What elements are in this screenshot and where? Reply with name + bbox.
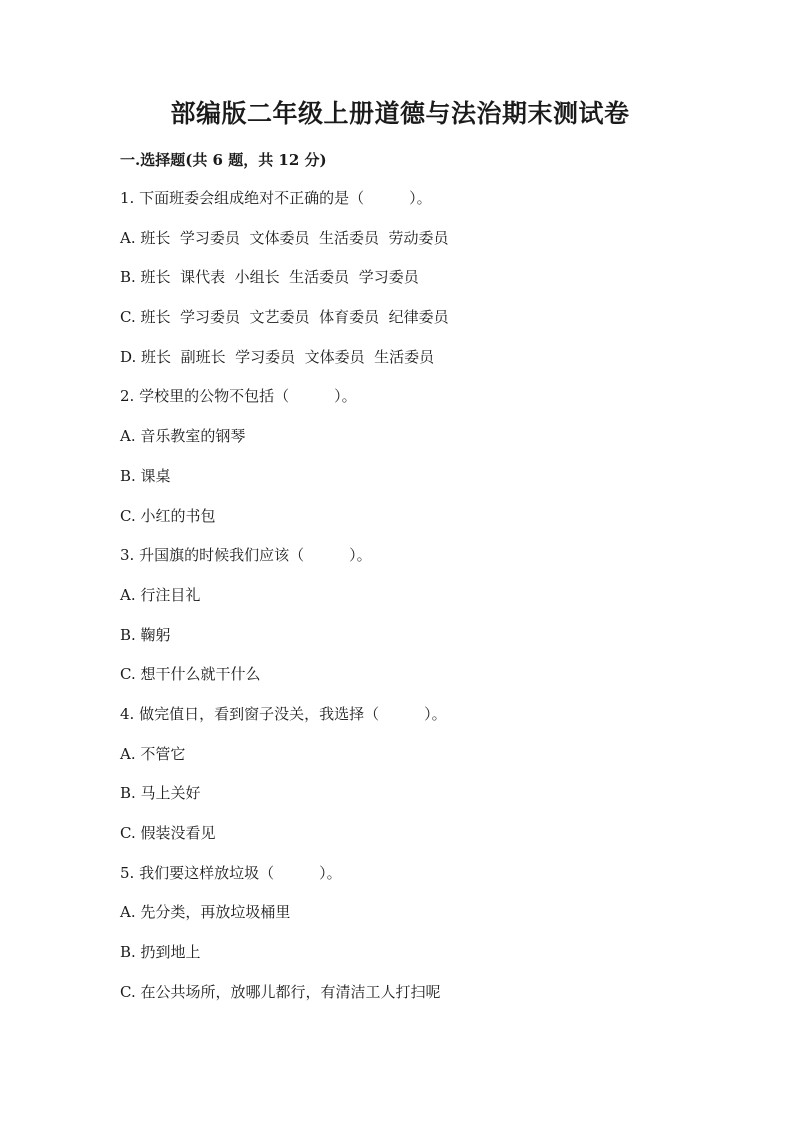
answer-option: A. 行注目礼 xyxy=(120,585,201,604)
answer-option: A. 音乐教室的钢琴 xyxy=(120,427,246,446)
question-stem: 3. 升国旗的时候我们应该（ ）。 xyxy=(120,546,372,565)
answer-option: B. 扔到地上 xyxy=(120,943,201,962)
question-stem: 5. 我们要这样放垃圾（ ）。 xyxy=(120,863,342,882)
answer-option: C. 班长 学习委员 文艺委员 体育委员 纪律委员 xyxy=(120,308,449,327)
question-stem: 2. 学校里的公物不包括（ ）。 xyxy=(120,387,357,406)
answer-option: A. 不管它 xyxy=(120,744,186,763)
answer-option: C. 想干什么就干什么 xyxy=(120,665,261,684)
answer-option: D. 班长 副班长 学习委员 文体委员 生活委员 xyxy=(120,347,435,366)
answer-option: C. 假装没看见 xyxy=(120,824,216,842)
question-list xyxy=(120,186,720,1019)
answer-option: C. 小红的书包 xyxy=(120,506,216,525)
answer-option: B. 马上关好 xyxy=(120,784,201,803)
answer-option: B. 班长 课代表 小组长 生活委员 学习委员 xyxy=(120,268,419,287)
answer-option: A. 班长 学习委员 文体委员 生活委员 劳动委员 xyxy=(120,228,449,247)
answer-option: A. 先分类，再放垃圾桶里 xyxy=(120,903,291,922)
answer-option: B. 鞠躬 xyxy=(120,625,171,644)
section-heading: 一.选择题(共 6 题，共 12 分) xyxy=(120,151,327,169)
question-stem: 1. 下面班委会组成绝对不正确的是（ ）。 xyxy=(120,189,432,207)
document-title: 部编版二年级上册道德与法治期末测试卷 xyxy=(170,99,630,128)
answer-option: B. 课桌 xyxy=(120,466,171,485)
answer-option: C. 在公共场所，放哪儿都行，有清洁工人打扫呢 xyxy=(120,982,441,1001)
question-stem: 4. 做完值日，看到窗子没关，我选择（ ）。 xyxy=(120,704,447,723)
